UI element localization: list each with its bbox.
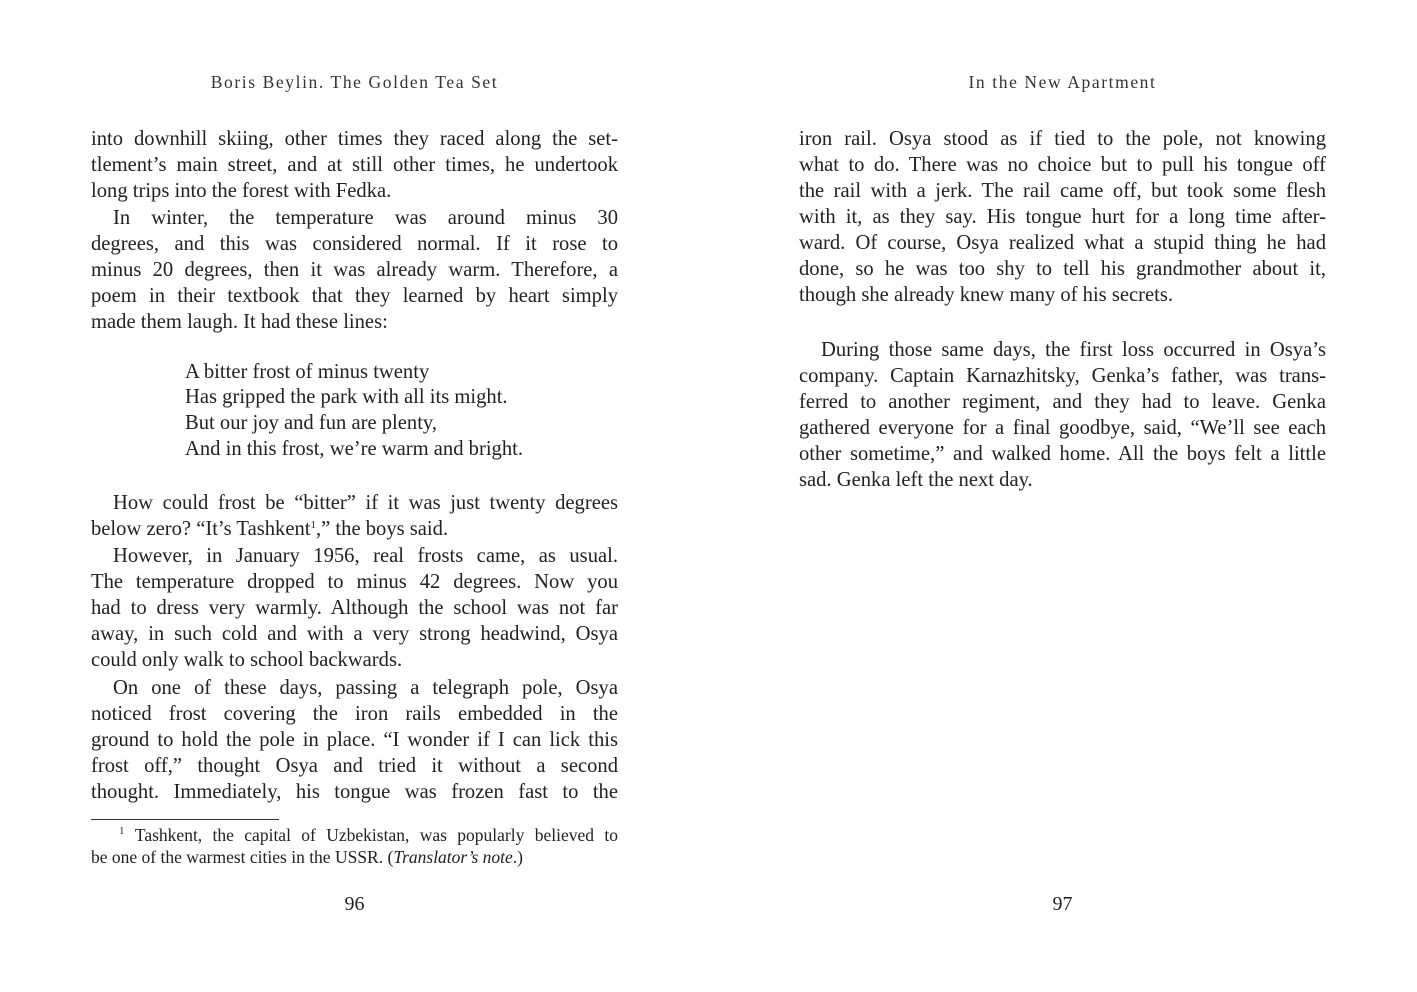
text-line: The temperature dropped to minus 42 degrees. Now you [91,571,618,593]
text-line: could only walk to school backwards. [91,649,403,671]
footnote-line [91,846,618,868]
text-line: the rail with a jerk. The rail came off, but took some flesh [799,180,1326,202]
text-line: into downhill skiing, other times they raced along the set- [91,128,618,150]
page-number: 96 [344,893,365,915]
text-line: frost off,” thought Osya and tried it without a second [91,755,618,777]
text-line: tlement’s main street, and at still other times, he undertook [91,154,618,176]
poem-line: Has gripped the park with all its might. [185,386,508,408]
text-line: away, in such cold and with a very strong headwind, Osya [91,623,618,645]
text-fragment: below zero? “It’s Tashkent [91,518,311,540]
text-line: done, so he was too shy to tell his grandmother about it, [799,258,1326,280]
text-line [91,516,618,542]
text-fragment: ,” the boys said. [315,518,449,540]
text-line: On one of these days, passing a telegraph pole, Osya [113,677,618,699]
text-line: had to dress very warmly. Although the school was not far [91,597,618,619]
text-line: thought. Immediately, his tongue was frozen fast to the [91,781,618,803]
poem-line: And in this frost, we’re warm and bright. [185,438,524,460]
text-line: ward. Of course, Osya realized what a stupid thing he had [799,232,1326,254]
text-line: noticed frost covering the iron rails embedded in the [91,703,618,725]
page-number: 97 [1052,893,1073,915]
text-line: degrees, and this was considered normal. If it rose to [91,233,618,255]
text-fragment: Tashkent, the capital of Uzbekistan, was popularly believed to [134,825,619,845]
text-line: However, in January 1956, real frosts came, as usual. [113,545,618,567]
text-line: sad. Genka left the next day. [799,469,1033,491]
footnote-reference[interactable]: 1 [310,519,316,531]
text-line: How could frost be “bitter” if it was just twenty degrees [113,492,618,514]
poem-line: But our joy and fun are plenty, [185,412,438,434]
text-line: ferred to another regiment, and they had to leave. Genka [799,391,1326,413]
left-page [0,0,708,992]
text-line: ground to hold the pole in place. “I wonder if I can lick this [91,729,618,751]
text-line: long trips into the forest with Fedka. [91,180,392,202]
running-head-chapter-title: In the New Apartment [968,72,1157,92]
text-line: In winter, the temperature was around minus 30 [113,207,618,229]
text-line: though she already knew many of his secrets. [799,284,1174,306]
text-line: minus 20 degrees, then it was already warm. Therefore, a [91,259,618,281]
text-line: made them laugh. It had these lines: [91,311,388,333]
text-line: poem in their textbook that they learned by heart simply [91,285,618,307]
text-fragment: .) [512,847,523,867]
running-head-author-title: Boris Beylin. The Golden Tea Set [210,72,499,92]
footnote-divider [91,819,279,820]
text-line: iron rail. Osya stood as if tied to the pole, not knowing [799,128,1326,150]
text-fragment-italic: Translator’s note [393,847,513,867]
footnote-marker: 1 [119,825,125,837]
right-page [709,0,1417,992]
footnote-line [91,824,618,846]
text-line: During those same days, the first loss occurred in Osya’s [821,339,1326,361]
poem-line: A bitter frost of minus twenty [185,361,430,383]
text-line: with it, as they say. His tongue hurt for a long time after- [799,206,1326,228]
text-fragment: be one of the warmest cities in the USSR. ( [91,847,394,867]
text-line: gathered everyone for a final goodbye, said, “We’ll see each [799,417,1326,439]
text-line: company. Captain Karnazhitsky, Genka’s father, was trans- [799,365,1326,387]
text-line: other sometime,” and walked home. All the boys felt a little [799,443,1326,465]
text-line: what to do. There was no choice but to pull his tongue off [799,154,1326,176]
